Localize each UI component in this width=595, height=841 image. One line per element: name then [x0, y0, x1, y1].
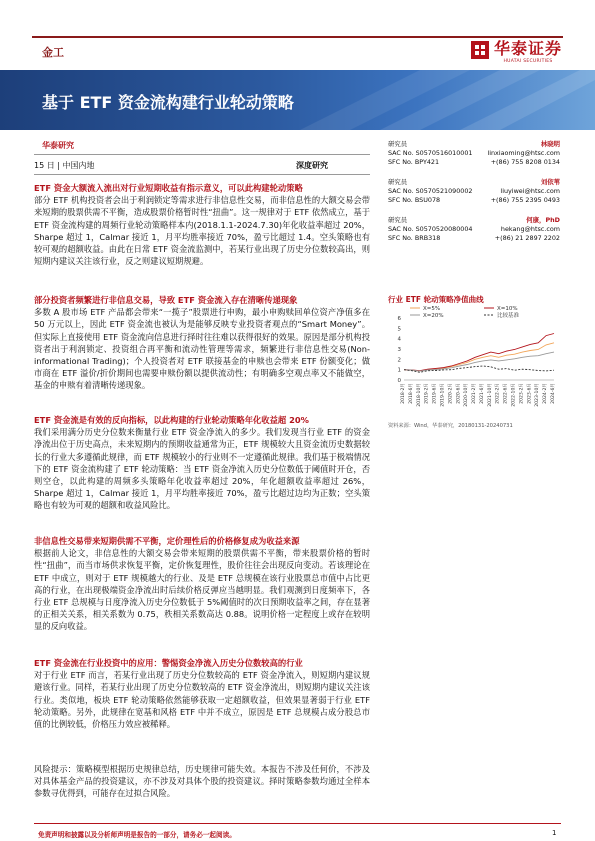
paragraph-heading: ETF 资金流在行业投资中的应用：警惕资金净流入历史分位数较高的行业: [34, 658, 303, 668]
x-tick-label: 2023-2月: [519, 383, 525, 404]
summary-paragraph-3: [34, 414, 370, 512]
x-tick-label: 2020-10月: [464, 383, 470, 407]
report-series: 华泰研究: [42, 141, 74, 150]
analyst-sfc: SFC No. BPY421: [388, 158, 440, 167]
logo: [470, 36, 562, 64]
legend-label: X=10%: [497, 306, 518, 312]
analyst-phone: +(86) 755 8208 0134: [490, 158, 560, 167]
paragraph-heading: ETF 资金流是有效的反向指标，以此构建的行业轮动策略年化收益超 20%: [34, 415, 309, 425]
x-tick-label: 2021-2月: [472, 383, 478, 404]
summary-paragraph-5: [34, 657, 370, 730]
analyst-block-3: [388, 216, 560, 244]
x-tick-label: 2024-6月: [551, 383, 556, 404]
chart-source: 资料来源：Wind，华泰研究，20180131-20240731: [388, 423, 513, 429]
paragraph-body: 我们采用满分历史分位数来衡量行业 ETF 资金净流入的多少。我们发现当行业 ETF 的资金净流出位于历史高点，未来短期内的预期收益通常为正，ETF 规模较大且资金流历史数据较长的行业大多遵循此规律，而 ETF 规模较小的行业则不一定遵循此规律。我们基于极端情况下的 ETF 资金流构建了 ETF 轮动策略：当 ETF 资金净流入历史分位数低于阈值时开仓，否则空仓，以此构建的周频多头策略年化收益率超过 20%，年化超额收益率超过 26%，Sharpe 超过 1，Calmar 接近 1，月平均胜率接近 70%，盈亏比超过边均为正数；空头策略也有较为可观的超额和收益风险比。: [34, 427, 370, 511]
huatai-logo-icon: [470, 40, 490, 60]
legend-label: X=5%: [423, 306, 441, 312]
x-tick-label: 2022-6月: [503, 383, 509, 404]
summary-paragraph-4: [34, 535, 370, 633]
y-tick-label: 5: [397, 326, 401, 333]
meta-rule-bottom: [34, 174, 370, 175]
risk-warning: [34, 763, 370, 800]
logo-name: 华泰证券: [494, 39, 563, 58]
analyst-role: 研究员: [388, 178, 408, 186]
footer-disclaimer: 免责声明和披露以及分析师声明是报告的一部分，请务必一起阅读。: [38, 831, 236, 839]
page-number: 1: [552, 829, 557, 837]
analyst-name: 刘依苇: [540, 178, 560, 186]
series-line-2: [404, 334, 554, 371]
footer-rule: [34, 823, 561, 824]
analyst-phone: +(86) 755 2395 0493: [490, 196, 560, 205]
y-tick-label: 1: [397, 367, 401, 374]
analyst-role: 研究员: [388, 140, 408, 148]
x-tick-label: 2023-10月: [535, 383, 541, 407]
x-tick-label: 2019-10月: [440, 383, 446, 407]
nav-line-chart: [388, 304, 560, 420]
x-tick-label: 2022-2月: [495, 383, 501, 404]
x-tick-label: 2021-6月: [479, 383, 485, 404]
analyst-name: 林晓明: [540, 140, 560, 148]
analyst-email[interactable]: linxiaoming@htsc.com: [487, 149, 560, 158]
analyst-sac: SAC No. S0570521090002: [388, 187, 473, 196]
analyst-block-1: [388, 140, 560, 168]
y-tick-label: 0: [397, 378, 401, 384]
series-line-1: [404, 343, 554, 371]
analyst-block-2: [388, 178, 560, 206]
report-type: 深度研究: [296, 161, 328, 170]
paragraph-heading: 部分投资者频繁进行非信息交易，导致 ETF 资金流入存在清晰传递现象: [34, 295, 298, 305]
paragraph-body: 多数 A 股市场 ETF 产品都会带来“一揽子”股票进行申购，最小申购赎回单位资产净值多在 50 万元以上，因此 ETF 资金流也被认为是能够反映专业投资者观点的“Smart Money”。但实际上直接使用 ETF 资金流向信息进行择时往往难以获得很好的效果。原因是部分机构投资者出于利润锁定、投资组合再平衡和流动性管理等需求，频繁进行非信息性交易(Non-informational Trading)；个人投资者对 ETF 联接基金的申赎也会带来 ETF 份额变化；做市商在 ETF 溢价/折价期间也需要申赎份额以提供流动性；有明确多空观点率又不能做空，基金的申赎有着清晰传递现象。: [34, 307, 370, 391]
x-tick-label: 2020-6月: [456, 383, 462, 404]
y-tick-label: 3: [397, 347, 401, 353]
analyst-sac: SAC No. S0570520080004: [388, 225, 473, 234]
summary-paragraph-2: [34, 294, 370, 392]
analyst-email[interactable]: liuyiwei@htsc.com: [500, 187, 560, 196]
y-tick-label: 6: [397, 316, 401, 322]
series-line-3: [404, 352, 554, 371]
logo-sub: HUATAI SECURITIES: [503, 59, 553, 64]
report-date: 15 日 | 中国内地: [34, 161, 95, 170]
report-title: 基于 ETF 资金流构建行业轮动策略: [42, 93, 294, 112]
summary-paragraph-1: [34, 182, 370, 267]
x-tick-label: 2018-10月: [416, 383, 422, 407]
risk-warning-text: 风险提示：策略模型根据历史规律总结，历史规律可能失效。本报告不涉及任何价，不涉及对具体基金产品的投资建议，亦不涉及对具体个股的投资建议。择时策略参数均通过全样本参数寻优得到，可能存在过拟合风险。: [34, 764, 370, 799]
x-tick-label: 2018-6月: [408, 383, 414, 404]
x-tick-label: 2020-2月: [448, 383, 454, 404]
analyst-sfc: SFC No. BRB318: [388, 234, 441, 243]
legend-label: X=20%: [423, 313, 444, 319]
analyst-sac: SAC No. S0570516010001: [388, 149, 473, 158]
section-label: 金工: [42, 46, 64, 59]
x-tick-label: 2021-10月: [487, 383, 493, 407]
y-tick-label: 4: [397, 336, 401, 343]
analyst-phone: +(86) 21 2897 2202: [494, 234, 560, 243]
paragraph-body: 对于行业 ETF 而言，若某行业出现了历史分位数较高的 ETF 资金净流入，则短期内建议规避该行业。同样，若某行业出现了历史分位数较高的 ETF 资金净流出，则短期内建议关注该行业。类似地，板块 ETF 轮动策略依然能够获取一定超额收益，但效果显著弱于行业 ETF 轮动策略。另外，此规律在宽基和风格 ETF 中并不成立，原因是 ETF 总规模占成分股总市值的比例较低，价格压力效应被稀释。: [34, 670, 370, 730]
analyst-email[interactable]: hekang@htsc.com: [500, 225, 560, 234]
meta-rule-top: [34, 154, 370, 155]
analyst-name: 何康，PhD: [526, 216, 560, 224]
paragraph-body: 部分 ETF 机构投资者会出于利润锁定等需求进行非信息性交易，而非信息性的大额交易会带来短期的股票供需不平衡，造成股票价格暂时性“扭曲”。这一规律对于 ETF 依然成立，基于 ETF 资金流构建的周频行业轮动策略样本内(2018.1.1-2024.7.30)年化收益率超过 20%，Sharpe 超过 1，Calmar 接近 1，月平均胜率接近 70%，盈亏比超过 1.4。空头策略也有较可观的超额收益。由此在日常 ETF 资金流监测中，若某行业出现了历史分位数较高出，则短期内建议关注该行业，反之则建议短期规避。: [34, 195, 370, 267]
x-tick-label: 2024-2月: [543, 383, 549, 404]
x-tick-label: 2022-10月: [511, 383, 517, 407]
x-tick-label: 2023-6月: [527, 383, 533, 404]
y-tick-label: 2: [397, 357, 401, 364]
analyst-role: 研究员: [388, 216, 408, 224]
paragraph-body: 根据前人论文，非信息性的大额交易会带来短期的股票供需不平衡，带来股票价格的暂时性“扭曲”，而当市场供求恢复平衡，定价恢复理性，股价往往会出现反向变动。若该理论在 ETF 中成立，则对于 ETF 规模越大的行业、及是 ETF 总规模在该行业股票总市值中占比更高的行业，在出现极端资金净流出时后续价格反弹应当越明显。我们观测到日度频率下，各行业 ETF 总规模与日度净流入历史分位数低于 5%阈值时的次日预期收益率之间，存在显著的正相关关系，相关系数为 0.75，秩相关系数高达 0.88。说明价格一定程度上或存在较明显的反向收益。: [34, 548, 370, 632]
x-tick-label: 2018-2月: [401, 383, 406, 404]
paragraph-heading: ETF 资金大额流入流出对行业短期收益有指示意义，可以此构建轮动策略: [34, 183, 303, 193]
paragraph-heading: 非信息性交易带来短期供需不平衡，定价理性后的价格修复成为收益来源: [34, 536, 300, 546]
analyst-sfc: SFC No. BSU078: [388, 196, 441, 205]
legend-label: 比较基准: [497, 313, 520, 319]
chart-title: 行业 ETF 轮动策略净值曲线: [388, 295, 484, 304]
x-tick-label: 2019-6月: [432, 383, 438, 404]
x-tick-label: 2019-2月: [424, 383, 430, 404]
